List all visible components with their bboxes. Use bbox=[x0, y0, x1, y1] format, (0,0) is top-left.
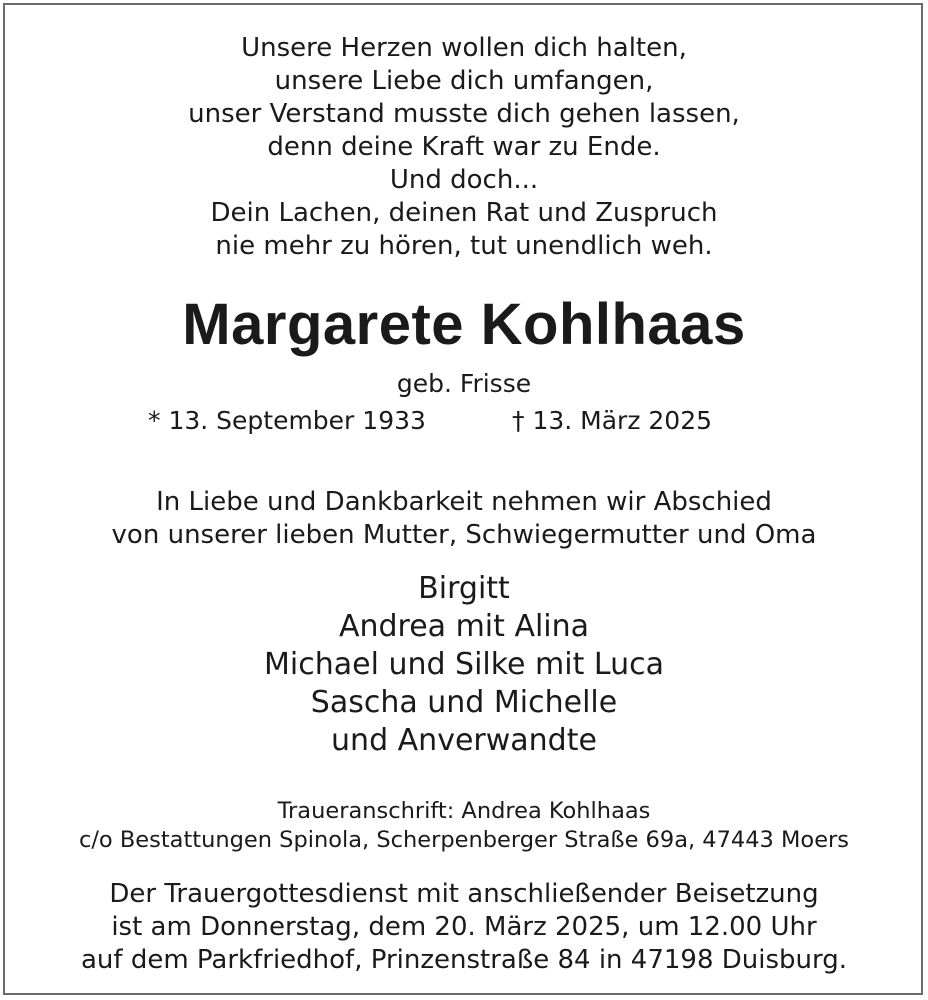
address-line: c/o Bestattungen Spinola, Scherpenberger Straße 69a, 47443 Moers bbox=[78, 827, 850, 853]
death-date: † 13. März 2025 bbox=[512, 406, 713, 435]
mourning-address bbox=[0, 797, 928, 855]
farewell-text bbox=[0, 486, 928, 552]
mourner-name: Birgitt bbox=[418, 571, 510, 606]
poem-line: Unsere Herzen wollen dich halten, bbox=[241, 33, 687, 63]
farewell-line: In Liebe und Dankbarkeit nehmen wir Abschied bbox=[156, 487, 772, 517]
funeral-service-info bbox=[0, 878, 928, 977]
farewell-line: von unserer lieben Mutter, Schwiegermutter und Oma bbox=[111, 520, 817, 550]
birth-date: * 13. September 1933 bbox=[148, 406, 426, 435]
memorial-poem bbox=[0, 32, 928, 263]
mourner-name: und Anverwandte bbox=[331, 723, 597, 758]
deceased-name: Margarete Kohlhaas bbox=[182, 292, 746, 357]
service-line: ist am Donnerstag, dem 20. März 2025, um 12.00 Uhr bbox=[111, 912, 817, 942]
poem-line: Dein Lachen, deinen Rat und Zuspruch bbox=[210, 198, 718, 228]
poem-line: nie mehr zu hören, tut unendlich weh. bbox=[215, 231, 713, 261]
poem-line: denn deine Kraft war zu Ende. bbox=[267, 132, 661, 162]
poem-line: unsere Liebe dich umfangen, bbox=[274, 66, 654, 96]
service-line: Der Trauergottesdienst mit anschließender Beisetzung bbox=[109, 879, 819, 909]
service-line: auf dem Parkfriedhof, Prinzenstraße 84 in 47198 Duisburg. bbox=[80, 945, 848, 975]
birth-name: geb. Frisse bbox=[396, 369, 532, 398]
poem-line: unser Verstand musste dich gehen lassen, bbox=[188, 99, 740, 129]
mourner-name: Michael und Silke mit Luca bbox=[264, 647, 664, 682]
poem-line: Und doch... bbox=[389, 165, 539, 195]
mourner-name: Andrea mit Alina bbox=[338, 609, 590, 644]
mourners-list bbox=[0, 570, 928, 760]
address-line: Traueranschrift: Andrea Kohlhaas bbox=[277, 798, 651, 824]
mourner-name: Sascha und Michelle bbox=[310, 685, 618, 720]
